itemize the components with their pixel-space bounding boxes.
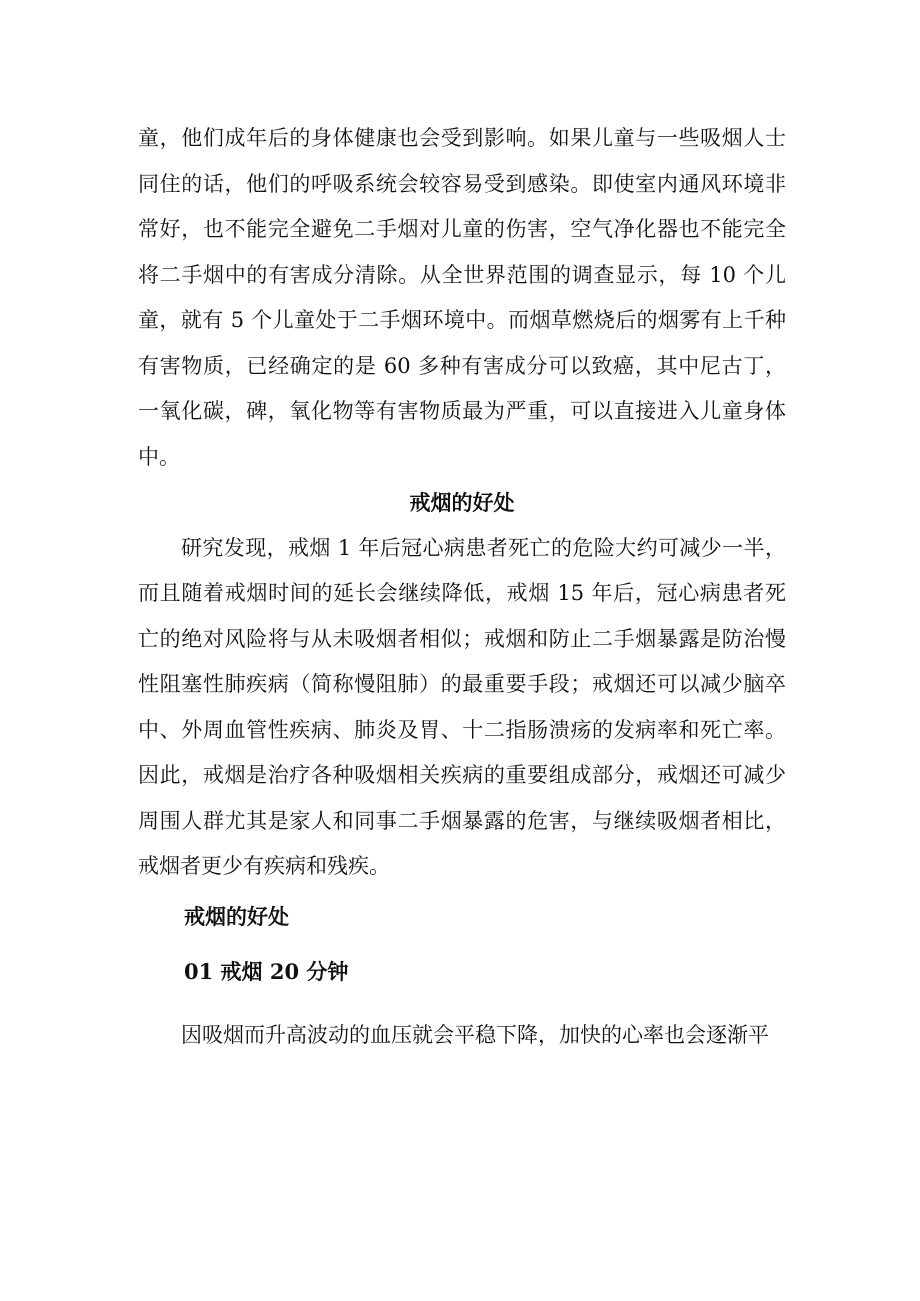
subheading-20-minutes: 01 戒烟 20 分钟 [184,959,349,984]
paragraph-children-secondhand-smoke: 童，他们成年后的身体健康也会受到影响。如果儿童与一些吸烟人士同住的话，他们的呼吸系统会较容易受到感染。即使室内通风环境非常好，也不能完全避免二手烟对儿童的伤害，空气净化器也不能完全将二手烟中的有害成分清除。从全世界范围的调查显示，每 10 个儿童，就有 5 个儿童处于二手烟环境中。而烟草燃烧后的烟雾有上千种有害物质，已经确定的是 60 多种有害成分可以致癌，其中尼古丁，一氧化碳，碑，氧化物等有害物质最为严重，可以直接进入儿童身体中。 [138,126,786,469]
paragraph-quitting-research: 研究发现，戒烟 1 年后冠心病患者死亡的危险大约可减少一半，而且随着戒烟时间的延长会继续降低，戒烟 15 年后，冠心病患者死亡的绝对风险将与从未吸烟者相似；戒烟和防止二手烟暴露是防治慢性阻塞性肺疾病（简称慢阻肺）的最重要手段；戒烟还可以减少脑卒中、外周血管性疾病、肺炎及胃、十二指肠溃疡的发病率和死亡率。因此，戒烟是治疗各种吸烟相关疾病的重要组成部分，戒烟还可减少周围人群尤其是家人和同事二手烟暴露的危害，与继续吸烟者相比，戒烟者更少有疾病和残疾。 [138,535,786,878]
document-body [138,116,786,1058]
paragraph-blood-pressure: 因吸烟而升高波动的血压就会平稳下降，加快的心率也会逐渐平 [181,1022,769,1047]
section-heading-benefits: 戒烟的好处 [409,490,515,515]
subheading-benefits: 戒烟的好处 [184,903,289,929]
